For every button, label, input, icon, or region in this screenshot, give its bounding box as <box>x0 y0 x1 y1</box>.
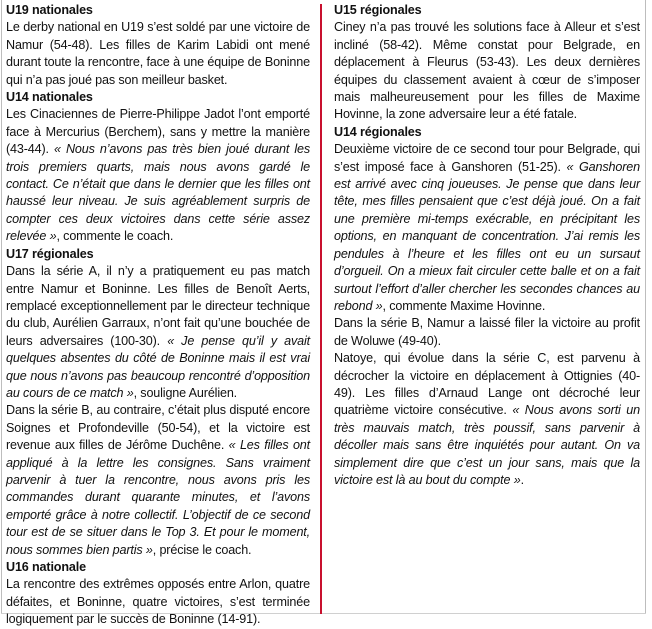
body-text: Dans la série A, il n’y a pratiquement eu pas match entre Namur et Boninne. Les filles de Benoît Aerts, remplacé exceptionnellement par le directeur technique du club, Aurélien Garraux, n’ont fait qu’une bouchée de leurs adversaires (100-30). <box>6 264 310 348</box>
right-column <box>334 2 640 489</box>
article-section-u14-nationales <box>6 89 310 246</box>
section-heading: U16 nationale <box>6 560 86 574</box>
section-heading: U15 régionales <box>334 3 422 17</box>
article-paragraph <box>334 19 640 123</box>
quote-text: « Ganshoren est arrivé avec cinq joueuses. Je pense que dans leur tête, mes filles pensaient que c’est déjà joué. On a fait une première mi-temps exécrable, en précipitant les options, en manquant de concentration. J’ai remis les pendules à l’heure et les filles ont eu un sursaut d’orgueil. On a mieux fait circuler cette balle et on a fait surtout l’effort d’aller chercher les secondes chances au rebond » <box>334 159 640 313</box>
article-section-u17-regionales <box>6 246 310 559</box>
frame-left-border <box>1 0 2 614</box>
quote-text: « Nous n’avons pas très bien joué durant les trois premiers quarts, mais nous avons gardé le contact. Ce n’était que dans le dernier que les filles ont haussé leur niveau. Je suis agréablement surpris de compter ces deux victoires dans cette série assez relevée » <box>6 142 311 244</box>
body-text: , souligne Aurélien. <box>133 385 238 400</box>
quote-text: L’objectif de ce second tour est de se situer dans le Top 3. Et pour le moment, nous sommes bien partis » <box>6 507 310 557</box>
section-heading: U19 nationales <box>6 3 93 17</box>
body-text: , précise le coach. <box>152 542 252 557</box>
body-text: Deuxième victoire de ce second tour pour Belgrade, qui s’est imposé face à Ganshoren (51-25). <box>334 142 640 174</box>
left-column <box>6 2 310 629</box>
body-text: , commente Maxime Hovinne. <box>382 298 546 313</box>
article-paragraph <box>334 315 640 350</box>
body-text: Dans la série B, au contraire, c’était plus disputé encore Soignes et Profondeville (50-54), et la victoire est revenue aux filles de Jérôme Duchêne. <box>6 403 310 453</box>
article-section-u14-regionales <box>334 124 640 490</box>
quote-text: « Je pense qu’il y avait quelques absentes du côté de Boninne mais il est vrai que nous n’avons pas beaucoup rencontré d’opposition au cours de ce match » <box>6 333 310 400</box>
quote-text: « Les filles ont appliqué à la lettre les consignes. Sans vraiment parvenir à tuer la rencontre, nous avons pris les commandes durant quarante minutes, et l’avons emporté grâce à notre collectif. <box>6 438 311 522</box>
body-text: Ciney n’a pas trouvé les solutions face à Alleur et s’est incliné (58-42). Même constat pour Belgrade, en déplacement à Fleurus (53-43). Les deux dernières équipes du classement avaient à cœur de s’imposer mais malheureusement pour les filles de Maxime Hovinne, la zone adversaire leur a été fatale. <box>334 20 640 122</box>
article-paragraph <box>6 402 310 559</box>
body-text: Les Cinaciennes de Pierre-Philippe Jadot l’ont emporté face à Mercurius (Berchem), sans y mettre la manière (43-44). <box>6 107 310 157</box>
section-heading: U14 nationales <box>6 90 93 105</box>
article-paragraph <box>6 576 310 628</box>
body-text: La rencontre des extrêmes opposés entre Arlon, quatre défaites, et Boninne, quatre victoires, s’est terminée logiquement par le succès de Boninne (14-91). <box>6 577 310 627</box>
quote-text: « Nous avons sorti un très mauvais match, très poussif, sans parvenir à décoller mais sans être inquiétés pour autant. On va simplement dire que c’est un jour sans, mais que la victoire est là au bout du compte » <box>334 403 640 487</box>
article-section-u19-nationales <box>6 2 310 89</box>
article-paragraph <box>334 350 640 489</box>
article-paragraph <box>6 106 310 245</box>
body-text: Natoye, qui évolue dans la série C, est parvenu à décrocher la victoire en déplacement à Ottignies (40-49). Les filles d’Arnaud Lange ont décroché leur quatrième victoire consécutive. <box>334 351 640 418</box>
frame-right-border <box>645 0 646 614</box>
section-heading: U17 régionales <box>6 246 94 261</box>
article-section-u15-regionales <box>334 2 640 124</box>
article-paragraph <box>6 19 310 89</box>
body-text: Le derby national en U19 s’est soldé par une victoire de Namur (54-48). Les filles de Karim Labidi ont mené durant toute la rencontre, face à une équipe de Boninne qui n’a pas joué pas son meilleur basket. <box>6 20 310 87</box>
section-heading: U14 régionales <box>334 124 422 139</box>
body-text: Dans la série B, Namur a laissé filer la victoire au profit de Woluwe (49-40). <box>334 316 640 348</box>
body-text: . <box>520 472 524 487</box>
article-paragraph <box>334 141 640 315</box>
body-text: , commente le coach. <box>56 229 174 244</box>
article-section-u16-nationale <box>6 559 310 629</box>
article-paragraph <box>6 263 310 402</box>
column-divider <box>320 4 322 614</box>
